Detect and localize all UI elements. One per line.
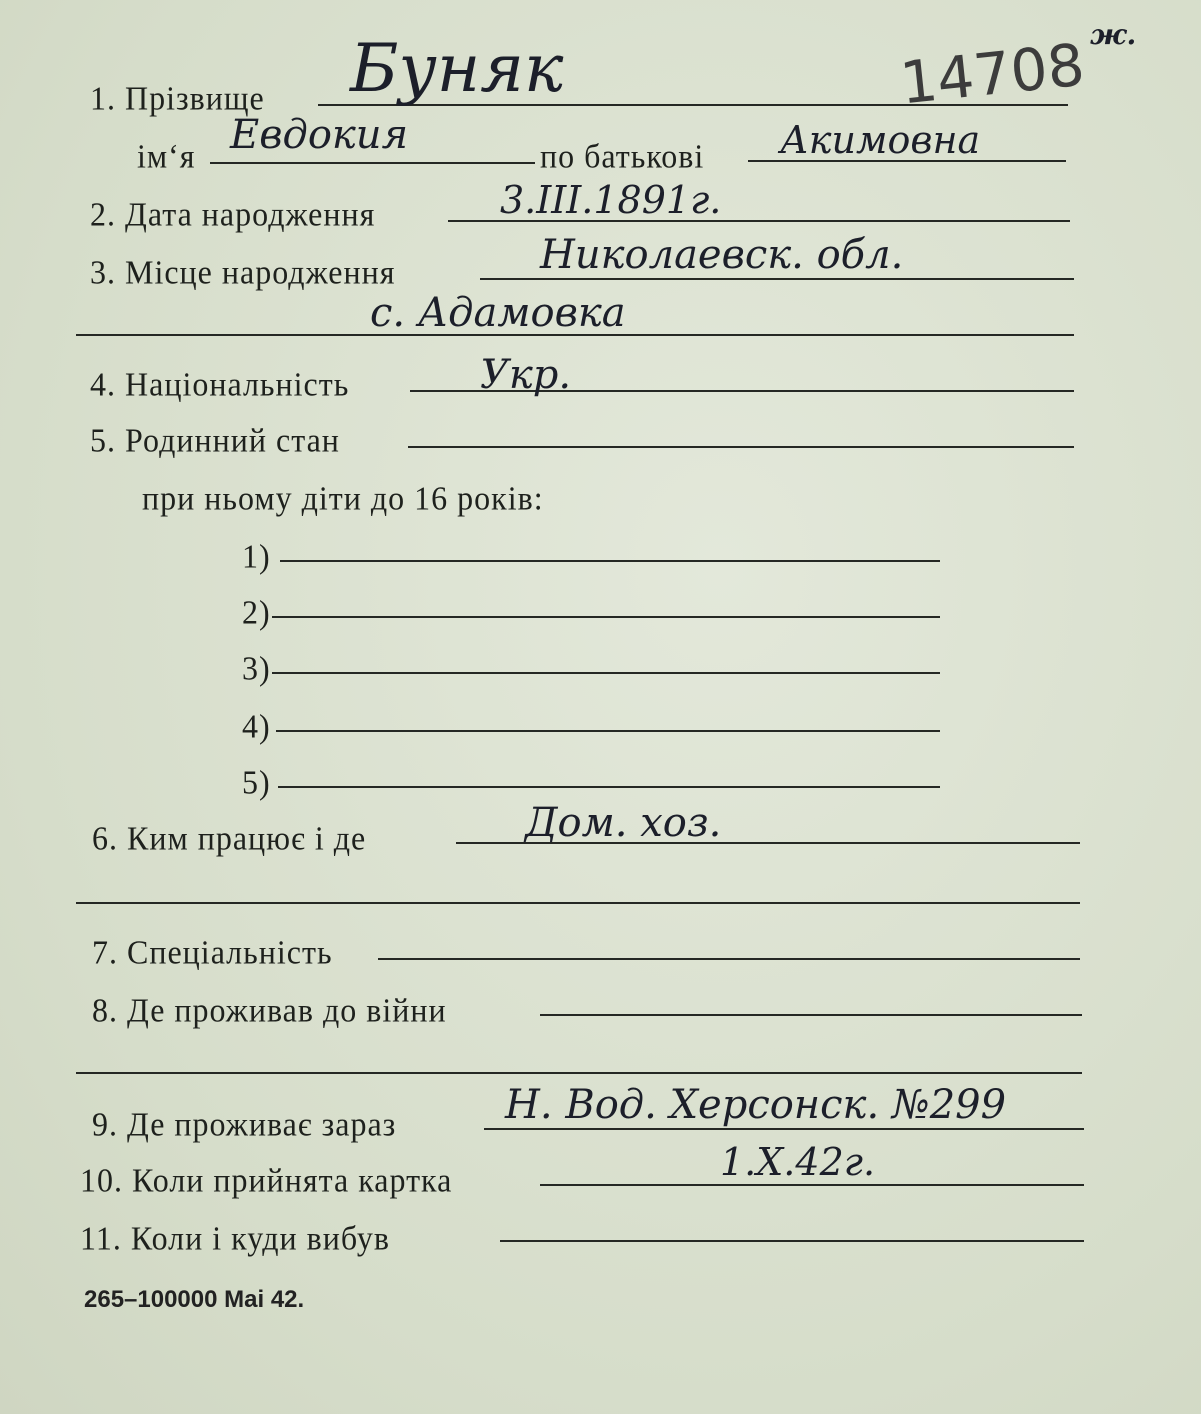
card-number: 14708 <box>896 30 1088 118</box>
birth-date-value: 3.III.1891г. <box>500 178 722 222</box>
patronymic-label: по батькові <box>540 137 705 175</box>
current-residence-line <box>484 1128 1084 1130</box>
patronymic-value: Акимовна <box>780 118 981 162</box>
surname-label: 1. Прізвище <box>90 79 265 117</box>
nationality-value: Укр. <box>480 352 572 398</box>
child-label-3: 3) <box>242 649 271 687</box>
occupation-line-2 <box>76 902 1080 904</box>
prewar-residence-line-2 <box>76 1072 1082 1074</box>
current-residence-value: Н. Вод. Херсонск. №299 <box>505 1082 1007 1128</box>
birthplace-label: 3. Місце народження <box>90 253 396 291</box>
child-line-5 <box>278 786 940 788</box>
prewar-residence-label: 8. Де проживав до війни <box>92 991 447 1029</box>
departure-label: 11. Коли і куди вибув <box>80 1219 391 1257</box>
child-line-2 <box>272 616 940 618</box>
birthplace-line <box>480 278 1074 280</box>
card-accepted-label: 10. Коли прийнята картка <box>80 1161 453 1199</box>
prewar-residence-line <box>540 1014 1082 1016</box>
nationality-label: 4. Національність <box>90 365 350 403</box>
birthplace-value-1: Николаевск. обл. <box>540 232 904 278</box>
children-label: при ньому діти до 16 років: <box>142 479 544 517</box>
print-run-footer: 265–100000 Mai 42. <box>84 1286 305 1313</box>
card-accepted-value: 1.X.42г. <box>720 1140 876 1184</box>
child-line-3 <box>272 672 940 674</box>
surname-value: Буняк <box>350 30 564 107</box>
specialty-label: 7. Спеціальність <box>92 933 333 971</box>
child-line-4 <box>276 730 940 732</box>
occupation-label: 6. Ким працює і де <box>92 819 367 857</box>
child-label-2: 2) <box>242 593 271 631</box>
name-line <box>210 162 535 164</box>
child-label-5: 5) <box>242 763 271 801</box>
occupation-value: Дом. хоз. <box>525 800 722 846</box>
child-line-1 <box>280 560 940 562</box>
birth-date-label: 2. Дата народження <box>90 195 376 233</box>
departure-line <box>500 1240 1084 1242</box>
birthplace-value-2: с. Адамовка <box>370 290 626 336</box>
corner-mark: ж. <box>1090 18 1137 51</box>
specialty-line <box>378 958 1080 960</box>
child-label-1: 1) <box>242 537 271 575</box>
card-accepted-line <box>540 1184 1084 1186</box>
child-label-4: 4) <box>242 707 271 745</box>
name-value: Евдокия <box>230 112 409 158</box>
marital-status-label: 5. Родинний стан <box>90 421 340 459</box>
current-residence-label: 9. Де проживає зараз <box>92 1105 397 1143</box>
marital-status-line <box>408 446 1074 448</box>
name-label: ім‘я <box>137 137 196 175</box>
